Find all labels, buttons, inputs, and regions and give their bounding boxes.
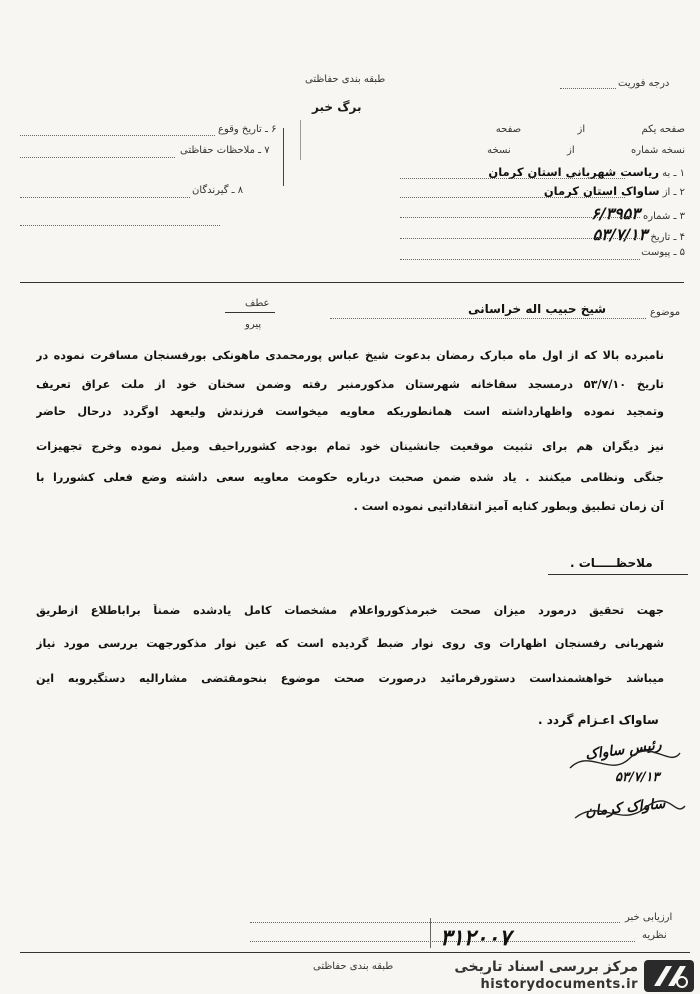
body-line-5: جنگی ونظامی میکنند . یاد شده ضمن صحبت درباره حکومت معاویه سعی داشته وضع فعلی کشوررا با bbox=[36, 471, 664, 484]
body-line-3: وتمجید نموده واظهارداشته است همانطوریکه معاویه میخواست فرزندش ولیعهد اوگردد درحال حاضر bbox=[36, 405, 664, 418]
watermark-line-1: مرکز بررسی اسناد تاریخی bbox=[454, 959, 638, 975]
remarks-line-1: جهت تحقیق درمورد میزان صحت خبرمذکورواعلام مشخصات کامل یادشده ضمناً براباطلاع ازطریق bbox=[36, 604, 664, 617]
right-field-4: ۴ ـ تاریخ ۵۳/۷/۱۳ bbox=[592, 225, 685, 244]
right-field-2-num: ۲ bbox=[679, 187, 685, 198]
right-field-4-label: تاریخ bbox=[650, 232, 671, 243]
left-field-7-label: ملاحظات حفاظتی bbox=[180, 145, 255, 156]
body-line-4: نیز دیگران هم برای تثبیت موقعیت جانشینان خود تمام بودجه کشورراحیف ومیل نموده وخرج تجهیزات bbox=[36, 440, 664, 453]
remarks-label: ملاحظـــــات . bbox=[570, 556, 653, 570]
urgency-label: درجه فوریت bbox=[618, 78, 670, 89]
right-field-1-label: به bbox=[662, 168, 671, 179]
watermark-line-2: historydocuments.ir bbox=[480, 977, 638, 992]
left-field-8-num: ۸ bbox=[237, 185, 244, 196]
signature-line-2: ۵۳/۷/۱۳ bbox=[615, 770, 660, 785]
right-field-5-label: پیوست bbox=[641, 247, 671, 258]
copy-label-2: نسخه bbox=[487, 145, 511, 156]
archive-logo-icon bbox=[642, 958, 696, 994]
subject-ref-divider bbox=[225, 312, 275, 313]
body-line-1: نامبرده بالا که از اول ماه مبارک رمضان بدعوت شیخ عباس پورمحمدی ماهونکی بورفسنجان مسافرت نموده در bbox=[36, 349, 664, 362]
right-field-1-num: ۱ bbox=[679, 168, 685, 179]
classification-top: طبقه بندی حفاظتی bbox=[305, 74, 386, 85]
left-field-7-dots bbox=[20, 157, 175, 158]
right-fields-dots-5 bbox=[400, 259, 640, 260]
signature-line-1: رئیس ساواک bbox=[584, 736, 663, 764]
header-separator bbox=[20, 282, 684, 283]
redaction-mark bbox=[430, 918, 431, 948]
right-field-5-num: ۵ bbox=[679, 247, 685, 258]
subject-ref-top: عطف bbox=[245, 298, 270, 309]
right-field-3-value: ۶/۳۹۵۳ bbox=[591, 204, 640, 223]
doc-type-title: برگ خبر bbox=[312, 100, 362, 114]
remarks-line-2: شهربانی رفسنجان اظهارات وی روی نوار ضبط گردیده است که عین نوار مذکورجهت بررسی مورد نیاز bbox=[36, 637, 664, 650]
page-label: صفحه یکم bbox=[641, 124, 685, 135]
left-field-7: ۷ ـ ملاحظات حفاظتی bbox=[180, 145, 270, 156]
right-field-3-num: ۳ bbox=[679, 211, 685, 222]
eval-dots bbox=[250, 922, 620, 923]
left-field-6-num: ۶ bbox=[271, 124, 277, 135]
left-field-8-label: گیرندگان bbox=[192, 185, 229, 196]
right-field-3-label: شماره bbox=[643, 211, 671, 222]
opinion-label: نظریه bbox=[642, 930, 667, 941]
subject-dots bbox=[330, 318, 646, 319]
from-label: از bbox=[577, 124, 586, 135]
right-field-2-value: ساواک استان کرمان bbox=[543, 184, 660, 198]
body-line-2: تاریخ ۵۳/۷/۱۰ درمسجد سقاخانه شهرستان مذکورمنبر رفته وضمن سخنان خود از ملت عراق تعریف bbox=[36, 378, 664, 391]
right-field-2-label: از bbox=[662, 187, 671, 198]
right-fields-dots-2 bbox=[400, 197, 625, 198]
urgency-dots bbox=[560, 88, 616, 89]
signature-line-3: ساواک کرمان bbox=[584, 795, 667, 821]
right-field-4-num: ۴ bbox=[679, 232, 685, 243]
body-line-6: آن زمان تطبیق وبطور کنایه آمیز انتقاداتیی نموده است . bbox=[353, 500, 664, 513]
left-field-8-dots bbox=[20, 197, 190, 198]
copy-label: نسخه شماره bbox=[631, 145, 685, 156]
classification-bottom: طبقه بندی حفاظتی bbox=[313, 961, 394, 972]
left-field-8: ۸ ـ گیرندگان bbox=[192, 185, 244, 196]
remarks-line-4: ساواک اعـزام گردد . bbox=[538, 713, 659, 727]
right-field-4-value: ۵۳/۷/۱۳ bbox=[592, 225, 648, 244]
right-fields-dots-1 bbox=[400, 178, 625, 179]
subject-value: شیخ حبیب اله خراسانی bbox=[468, 302, 607, 316]
remarks-underline bbox=[548, 574, 688, 575]
redaction-mark bbox=[283, 128, 284, 186]
page-label-2: صفحه bbox=[495, 124, 522, 135]
right-field-2: ۲ ـ از ساواک استان کرمان bbox=[543, 184, 685, 198]
right-fields-dots-4 bbox=[400, 238, 640, 239]
subject-label: موضوع bbox=[650, 307, 681, 318]
watermark bbox=[454, 958, 700, 994]
page-fields-row1 bbox=[395, 124, 685, 135]
right-field-1: ۱ ـ به ریاست شهربانی استان کرمان bbox=[488, 165, 685, 179]
page-fields-row2 bbox=[395, 145, 685, 156]
right-field-1-value: ریاست شهربانی استان کرمان bbox=[488, 165, 659, 179]
right-fields-dots-3 bbox=[400, 217, 640, 218]
left-field-blank-dots bbox=[20, 225, 220, 226]
left-field-6-dots bbox=[20, 135, 215, 136]
subject-ref-bottom: پیرو bbox=[245, 319, 262, 330]
right-field-3: ۳ ـ شماره ۶/۳۹۵۳ bbox=[591, 204, 685, 223]
remarks-line-3: میباشد خواهشمنداست دستورفرمائید درصورت صحت موضوع بنحومقتضی مشارالیه دستگیروبه این bbox=[36, 672, 664, 685]
left-field-7-num: ۷ bbox=[264, 145, 270, 156]
redaction-mark bbox=[300, 120, 301, 160]
left-field-6: ۶ ـ تاریخ وقوع bbox=[218, 124, 277, 135]
footer-line bbox=[20, 952, 690, 953]
handwritten-number: ۳۱۲۰۰۷ bbox=[440, 925, 511, 951]
signature-scribble bbox=[560, 738, 690, 833]
left-field-6-label: تاریخ وقوع bbox=[218, 124, 262, 135]
from-label-2: از bbox=[567, 145, 575, 156]
eval-label: ارزیابی خبر bbox=[625, 912, 673, 923]
right-field-5: ۵ ـ پیوست bbox=[641, 247, 685, 258]
